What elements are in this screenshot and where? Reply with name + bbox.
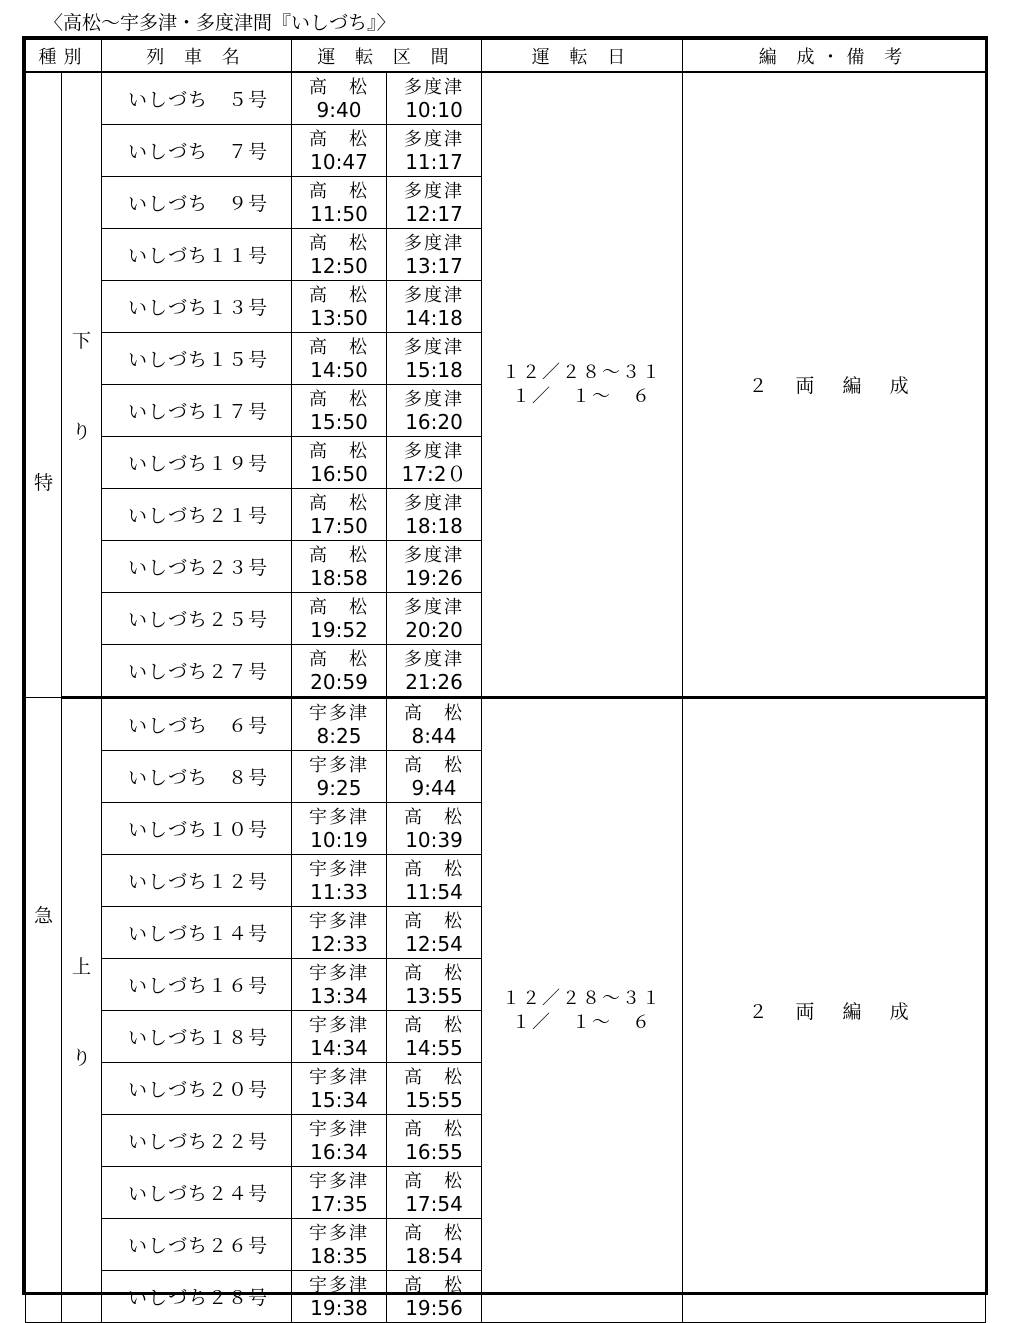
- departure-time: 11:50: [310, 202, 368, 226]
- header-type: 種別: [26, 40, 102, 73]
- departure-station: 宇多津: [309, 859, 369, 880]
- direction-char: 下: [71, 329, 91, 352]
- arrival-station: 高 松: [404, 1275, 464, 1296]
- train-name: いしづち ９号: [102, 177, 292, 229]
- departure-time: 16:50: [310, 462, 368, 486]
- arrival-station: 多度津: [404, 233, 464, 254]
- arrival-cell: [387, 1167, 482, 1219]
- arrival-cell: [387, 751, 482, 803]
- arrival-station: 高 松: [404, 1119, 464, 1140]
- departure-time: 16:34: [310, 1140, 368, 1164]
- arrival-time: 15:55: [405, 1088, 463, 1112]
- arrival-station: 高 松: [404, 1015, 464, 1036]
- departure-time: 11:33: [310, 880, 368, 904]
- arrival-time: 20:20: [405, 618, 463, 642]
- arrival-cell: [387, 541, 482, 593]
- arrival-station: 高 松: [404, 1067, 464, 1088]
- arrival-cell: [387, 698, 482, 751]
- departure-station: 高 松: [309, 129, 369, 150]
- arrival-time: 13:17: [405, 254, 463, 278]
- arrival-time: 12:17: [405, 202, 463, 226]
- departure-time: 10:47: [310, 150, 368, 174]
- train-name: いしづち２２号: [102, 1115, 292, 1167]
- train-name: いしづち１８号: [102, 1011, 292, 1063]
- arrival-cell: [387, 72, 482, 125]
- departure-cell: [292, 803, 387, 855]
- departure-cell: [292, 489, 387, 541]
- departure-station: 高 松: [309, 233, 369, 254]
- arrival-station: 高 松: [404, 859, 464, 880]
- departure-cell: [292, 72, 387, 125]
- train-name: いしづち２５号: [102, 593, 292, 645]
- departure-cell: [292, 385, 387, 437]
- departure-cell: [292, 229, 387, 281]
- operation-days-line: １２／２８～３１: [502, 987, 663, 1009]
- arrival-time: 8:44: [411, 724, 457, 748]
- arrival-station: 多度津: [404, 493, 464, 514]
- arrival-cell: [387, 229, 482, 281]
- departure-cell: [292, 855, 387, 907]
- train-name: いしづち１９号: [102, 437, 292, 489]
- departure-cell: [292, 907, 387, 959]
- arrival-cell: [387, 907, 482, 959]
- train-name: いしづち ８号: [102, 751, 292, 803]
- arrival-station: 高 松: [404, 807, 464, 828]
- departure-station: 宇多津: [309, 963, 369, 984]
- departure-station: 高 松: [309, 77, 369, 98]
- arrival-station: 高 松: [404, 1171, 464, 1192]
- arrival-cell: [387, 959, 482, 1011]
- formation-note: ２ 両 編 成: [683, 72, 986, 698]
- train-name: いしづち ７号: [102, 125, 292, 177]
- departure-time: 9:25: [316, 776, 362, 800]
- arrival-time: 17:2０: [401, 462, 467, 486]
- train-name: いしづち２６号: [102, 1219, 292, 1271]
- train-name: いしづち２８号: [102, 1271, 292, 1323]
- departure-time: 8:25: [316, 724, 362, 748]
- arrival-time: 10:39: [405, 828, 463, 852]
- departure-cell: [292, 541, 387, 593]
- departure-station: 宇多津: [309, 703, 369, 724]
- arrival-time: 10:10: [405, 98, 463, 122]
- departure-station: 宇多津: [309, 1015, 369, 1036]
- arrival-time: 13:55: [405, 984, 463, 1008]
- departure-time: 15:50: [310, 410, 368, 434]
- operation-days-line: １２／２８～３１: [502, 361, 663, 383]
- departure-station: 高 松: [309, 181, 369, 202]
- arrival-time: 12:54: [405, 932, 463, 956]
- departure-station: 宇多津: [309, 1223, 369, 1244]
- departure-time: 15:34: [310, 1088, 368, 1112]
- departure-time: 17:50: [310, 514, 368, 538]
- departure-time: 12:33: [310, 932, 368, 956]
- arrival-station: 多度津: [404, 597, 464, 618]
- direction-cell: [62, 698, 102, 1323]
- departure-cell: [292, 177, 387, 229]
- arrival-station: 高 松: [404, 703, 464, 724]
- train-type-label: 特: [33, 471, 53, 494]
- arrival-time: 9:44: [411, 776, 457, 800]
- departure-station: 高 松: [309, 649, 369, 670]
- departure-cell: [292, 1115, 387, 1167]
- arrival-time: 15:18: [405, 358, 463, 382]
- arrival-time: 21:26: [405, 670, 463, 694]
- arrival-cell: [387, 1219, 482, 1271]
- departure-cell: [292, 1271, 387, 1323]
- departure-time: 17:35: [310, 1192, 368, 1216]
- arrival-station: 高 松: [404, 1223, 464, 1244]
- header-notes: 編 成・備 考: [683, 40, 986, 73]
- departure-station: 高 松: [309, 597, 369, 618]
- arrival-station: 多度津: [404, 285, 464, 306]
- departure-time: 18:35: [310, 1244, 368, 1268]
- departure-station: 宇多津: [309, 1275, 369, 1296]
- direction-char: り: [71, 1046, 91, 1069]
- departure-cell: [292, 645, 387, 698]
- arrival-time: 11:17: [405, 150, 463, 174]
- departure-time: 10:19: [310, 828, 368, 852]
- departure-cell: [292, 1063, 387, 1115]
- departure-cell: [292, 698, 387, 751]
- departure-cell: [292, 751, 387, 803]
- operation-days-line: １／ １～ ６: [512, 385, 653, 407]
- up-trains: [26, 698, 986, 1323]
- table-row: [26, 72, 986, 125]
- header-section: 運 転 区 間: [292, 40, 482, 73]
- train-name: いしづち１７号: [102, 385, 292, 437]
- train-name: いしづち１１号: [102, 229, 292, 281]
- train-type-cell: [26, 698, 62, 1323]
- departure-station: 宇多津: [309, 807, 369, 828]
- train-name: いしづち２４号: [102, 1167, 292, 1219]
- arrival-cell: [387, 125, 482, 177]
- arrival-time: 19:56: [405, 1296, 463, 1320]
- arrival-cell: [387, 281, 482, 333]
- arrival-cell: [387, 489, 482, 541]
- header-days: 運 転 日: [482, 40, 683, 73]
- arrival-station: 高 松: [404, 755, 464, 776]
- train-name: いしづち１６号: [102, 959, 292, 1011]
- departure-time: 14:50: [310, 358, 368, 382]
- departure-cell: [292, 593, 387, 645]
- arrival-time: 16:20: [405, 410, 463, 434]
- arrival-cell: [387, 1115, 482, 1167]
- arrival-cell: [387, 333, 482, 385]
- arrival-time: 14:55: [405, 1036, 463, 1060]
- down-trains: [26, 72, 986, 698]
- departure-time: 13:34: [310, 984, 368, 1008]
- direction-char: 上: [71, 955, 91, 978]
- arrival-station: 多度津: [404, 545, 464, 566]
- departure-cell: [292, 1167, 387, 1219]
- arrival-cell: [387, 593, 482, 645]
- arrival-station: 多度津: [404, 337, 464, 358]
- train-name: いしづち１２号: [102, 855, 292, 907]
- header-train-name: 列 車 名: [102, 40, 292, 73]
- arrival-time: 11:54: [405, 880, 463, 904]
- arrival-cell: [387, 1271, 482, 1323]
- arrival-station: 多度津: [404, 181, 464, 202]
- arrival-time: 18:54: [405, 1244, 463, 1268]
- departure-station: 高 松: [309, 545, 369, 566]
- departure-station: 宇多津: [309, 1067, 369, 1088]
- direction-char: り: [71, 420, 91, 443]
- train-name: いしづち１４号: [102, 907, 292, 959]
- arrival-station: 多度津: [404, 389, 464, 410]
- arrival-station: 多度津: [404, 441, 464, 462]
- arrival-cell: [387, 177, 482, 229]
- departure-cell: [292, 333, 387, 385]
- operation-days: [482, 698, 683, 1323]
- arrival-station: 多度津: [404, 649, 464, 670]
- arrival-cell: [387, 1063, 482, 1115]
- arrival-time: 16:55: [405, 1140, 463, 1164]
- arrival-cell: [387, 645, 482, 698]
- arrival-cell: [387, 385, 482, 437]
- departure-station: 宇多津: [309, 1171, 369, 1192]
- departure-time: 19:52: [310, 618, 368, 642]
- arrival-station: 高 松: [404, 963, 464, 984]
- train-type-cell: [26, 72, 62, 698]
- arrival-time: 14:18: [405, 306, 463, 330]
- departure-time: 20:59: [310, 670, 368, 694]
- arrival-cell: [387, 855, 482, 907]
- train-name: いしづち ６号: [102, 698, 292, 751]
- page-title: 〈高松～宇多津・多度津間『いしづち』〉: [44, 12, 396, 34]
- arrival-cell: [387, 803, 482, 855]
- arrival-time: 17:54: [405, 1192, 463, 1216]
- departure-cell: [292, 125, 387, 177]
- departure-station: 宇多津: [309, 1119, 369, 1140]
- departure-time: 12:50: [310, 254, 368, 278]
- train-name: いしづち２１号: [102, 489, 292, 541]
- train-type-label: 急: [33, 904, 53, 927]
- operation-days-line: １／ １～ ６: [512, 1011, 653, 1033]
- departure-station: 高 松: [309, 441, 369, 462]
- train-name: いしづち２０号: [102, 1063, 292, 1115]
- departure-cell: [292, 281, 387, 333]
- departure-time: 14:34: [310, 1036, 368, 1060]
- arrival-time: 18:18: [405, 514, 463, 538]
- timetable: [25, 39, 986, 1323]
- departure-cell: [292, 1219, 387, 1271]
- arrival-station: 高 松: [404, 911, 464, 932]
- departure-time: 13:50: [310, 306, 368, 330]
- train-name: いしづち１０号: [102, 803, 292, 855]
- departure-cell: [292, 959, 387, 1011]
- departure-time: 9:40: [316, 98, 362, 122]
- arrival-station: 多度津: [404, 129, 464, 150]
- departure-station: 高 松: [309, 389, 369, 410]
- header-row: [26, 40, 986, 73]
- departure-cell: [292, 437, 387, 489]
- train-name: いしづち１５号: [102, 333, 292, 385]
- arrival-time: 19:26: [405, 566, 463, 590]
- arrival-station: 多度津: [404, 77, 464, 98]
- operation-days: [482, 72, 683, 698]
- departure-station: 高 松: [309, 285, 369, 306]
- departure-cell: [292, 1011, 387, 1063]
- train-name: いしづち２７号: [102, 645, 292, 698]
- departure-station: 高 松: [309, 337, 369, 358]
- timetable-frame: [22, 36, 988, 1320]
- train-name: いしづち１３号: [102, 281, 292, 333]
- train-name: いしづち２３号: [102, 541, 292, 593]
- departure-station: 宇多津: [309, 755, 369, 776]
- direction-cell: [62, 72, 102, 698]
- arrival-cell: [387, 437, 482, 489]
- arrival-cell: [387, 1011, 482, 1063]
- departure-station: 高 松: [309, 493, 369, 514]
- departure-time: 18:58: [310, 566, 368, 590]
- train-name: いしづち ５号: [102, 72, 292, 125]
- departure-time: 19:38: [310, 1296, 368, 1320]
- departure-station: 宇多津: [309, 911, 369, 932]
- formation-note: ２ 両 編 成: [683, 698, 986, 1323]
- table-row: [26, 698, 986, 751]
